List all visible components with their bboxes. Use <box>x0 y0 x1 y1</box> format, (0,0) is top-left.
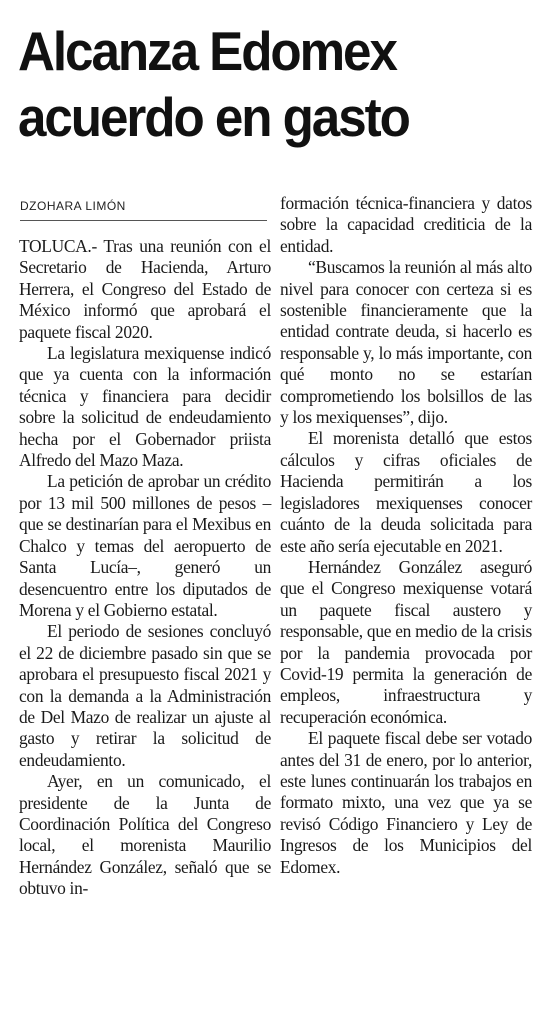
paragraph: El periodo de sesiones concluyó el 22 de diciembre pasado sin que se aprobara el presupuesto fiscal 2021 y con la demanda a la Administración de Del Mazo de realizar un ajuste al gasto y retirar la solicitud de endeudamiento. <box>19 621 271 770</box>
article-column-right <box>280 193 532 878</box>
author-byline: DZOHARA LIMÓN <box>20 199 126 213</box>
paragraph: Ayer, en un comunicado, el presidente de la Junta de Coordinación Política del Congreso local, el morenista Maurilio Hernández González, señaló que se obtuvo in- <box>19 771 271 899</box>
headline-line-2: acuerdo en gasto <box>18 86 409 148</box>
paragraph: TOLUCA.- Tras una reunión con el Secretario de Hacienda, Arturo Herrera, el Congreso del Estado de México informó que aprobará el paquete fiscal 2020. <box>19 236 271 342</box>
article-headline <box>18 18 483 150</box>
byline-divider <box>20 220 267 221</box>
paragraph: “Buscamos la reunión al más alto nivel para conocer con certeza si es sostenible financieramente que la entidad contrate deuda, si hacerlo es responsable y, lo más importante, con qué monto no se estarían comprometiendo los bolsillos de las y los mexiquenses”, dijo. <box>280 257 532 428</box>
headline-line-1: Alcanza Edomex <box>18 20 396 82</box>
paragraph: El paquete fiscal debe ser votado antes del 31 de enero, por lo anterior, este lunes continuarán los trabajos en formato mixto, una vez que ya se revisó Código Financiero y Ley de Ingresos de los Municipios del Edomex. <box>280 728 532 877</box>
article-column-left <box>19 236 271 900</box>
paragraph: El morenista detalló que estos cálculos y cifras oficiales de Hacienda permitirán a los legisladores mexiquenses conocer cuánto de la deuda solicitada para este año sería ejecutable en 2021. <box>280 428 532 556</box>
paragraph: La legislatura mexiquense indicó que ya cuenta con la información técnica y financiera para decidir sobre la solicitud de endeudamiento hecha por el Gobernador priista Alfredo del Mazo Maza. <box>19 343 271 471</box>
paragraph: La petición de aprobar un crédito por 13 mil 500 millones de pesos –que se destinarían para el Mexibus en Chalco y temas del aeropuerto de Santa Lucía–, generó un desencuentro entre los diputados de Morena y el Gobierno estatal. <box>19 471 271 620</box>
paragraph-continued: formación técnica-financiera y datos sobre la capacidad crediticia de la entidad. <box>280 193 532 256</box>
paragraph: Hernández González aseguró que el Congreso mexiquense votará un paquete fiscal austero y responsable, que en medio de la crisis por la pandemia provocada por Covid-19 permita la generación de empleos, infraestructura y recuperación económica. <box>280 556 532 727</box>
